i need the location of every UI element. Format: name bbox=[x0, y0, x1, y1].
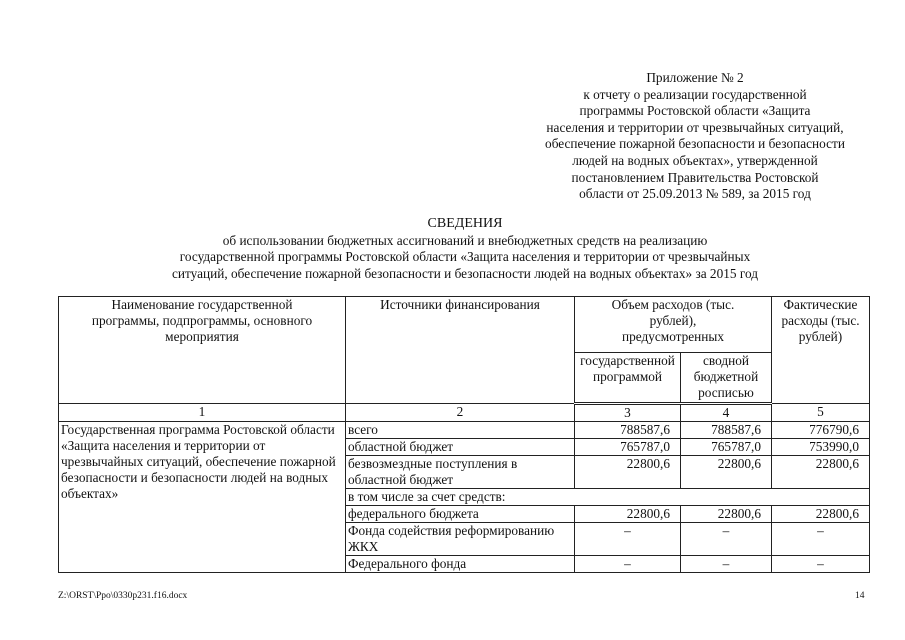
col-number: 4 bbox=[681, 404, 772, 422]
col-number: 2 bbox=[346, 404, 575, 422]
source-cell: Фонда содействия реформированию ЖКХ bbox=[346, 523, 575, 556]
appendix-line: обеспечение пожарной безопасности и безопасности bbox=[545, 136, 845, 152]
appendix-line: программы Ростовской области «Защита bbox=[579, 103, 811, 119]
appendix-line: области от 25.09.2013 № 589, за 2015 год bbox=[579, 186, 811, 202]
col-number: 5 bbox=[772, 404, 870, 422]
header-planned-expenses: Объем расходов (тыс. рублей), предусмотренных bbox=[575, 297, 772, 353]
document-title: СВЕДЕНИЯ bbox=[427, 216, 503, 231]
budget-value-cell: 22800,6 bbox=[681, 506, 772, 523]
header-actual-expenses: Фактические расходы (тыс. рублей) bbox=[772, 297, 870, 404]
heading-line: об использовании бюджетных ассигнований и внебюджетных средств на реализацию bbox=[222, 232, 708, 248]
heading-line: государственной программы Ростовской области «Защита населения и территории от чрезвычайных bbox=[179, 249, 751, 264]
program-value-cell: 22800,6 bbox=[575, 506, 681, 523]
actual-value-cell: 22800,6 bbox=[772, 506, 870, 523]
program-value-cell: 765787,0 bbox=[575, 439, 681, 456]
actual-value-cell: 776790,6 bbox=[772, 422, 870, 439]
source-cell: Федерального фонда bbox=[346, 556, 575, 573]
program-name-cell: Государственная программа Ростовской области «Защита населения и территории от чрезвычайных ситуаций, обеспечение пожарной безопасности и безопасности людей на водных объектах» bbox=[59, 422, 346, 573]
appendix-block bbox=[510, 70, 880, 203]
col-number: 1 bbox=[59, 404, 346, 422]
source-cell: всего bbox=[346, 422, 575, 439]
appendix-line: к отчету о реализации государственной bbox=[583, 86, 807, 102]
expenditure-table bbox=[58, 296, 870, 573]
col-number: 3 bbox=[575, 404, 681, 422]
budget-value-cell: – bbox=[681, 556, 772, 573]
source-subheading-cell: в том числе за счет средств: bbox=[346, 489, 870, 506]
program-value-cell: 788587,6 bbox=[575, 422, 681, 439]
header-program-name: Наименование государственной программы, подпрограммы, основного мероприятия bbox=[59, 297, 346, 404]
appendix-line: людей на водных объектах», утвержденной bbox=[572, 152, 818, 168]
actual-value-cell: 22800,6 bbox=[772, 456, 870, 489]
appendix-line: Приложение № 2 bbox=[646, 70, 744, 85]
header-financing-source: Источники финансирования bbox=[346, 297, 575, 404]
source-cell: безвозмездные поступления в областной бюджет bbox=[346, 456, 575, 489]
program-value-cell: – bbox=[575, 556, 681, 573]
footer-file-path: Z:\ORST\Ppo\0330p231.f16.docx bbox=[58, 591, 188, 601]
actual-value-cell: – bbox=[772, 523, 870, 556]
document-heading bbox=[60, 216, 870, 282]
header-planned-budget: сводной бюджетной росписью bbox=[681, 353, 772, 404]
footer-page-number: 14 bbox=[855, 591, 865, 601]
header-planned-program: государственной программой bbox=[575, 353, 681, 404]
budget-value-cell: – bbox=[681, 523, 772, 556]
program-value-cell: – bbox=[575, 523, 681, 556]
heading-line: ситуаций, обеспечение пожарной безопасности и безопасности людей на водных объектах» за 2015 год bbox=[171, 265, 758, 281]
budget-value-cell: 788587,6 bbox=[681, 422, 772, 439]
source-cell: федерального бюджета bbox=[346, 506, 575, 523]
table-row bbox=[59, 422, 870, 439]
appendix-line: постановлением Правительства Ростовской bbox=[571, 169, 819, 185]
source-cell: областной бюджет bbox=[346, 439, 575, 456]
budget-value-cell: 22800,6 bbox=[681, 456, 772, 489]
actual-value-cell: – bbox=[772, 556, 870, 573]
program-value-cell: 22800,6 bbox=[575, 456, 681, 489]
appendix-line: населения и территории от чрезвычайных ситуаций, bbox=[546, 119, 844, 135]
budget-value-cell: 765787,0 bbox=[681, 439, 772, 456]
actual-value-cell: 753990,0 bbox=[772, 439, 870, 456]
